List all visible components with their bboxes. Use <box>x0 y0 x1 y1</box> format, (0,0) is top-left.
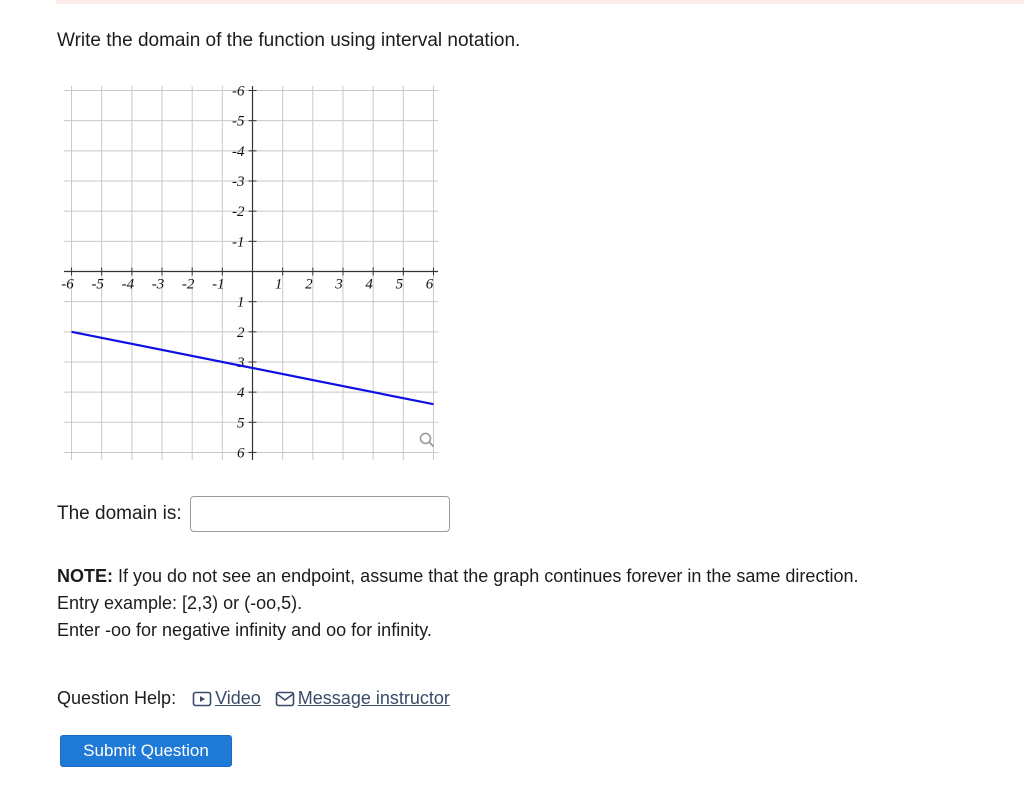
magnifier-icon[interactable] <box>420 433 433 446</box>
video-link-label: Video <box>215 688 261 708</box>
y-tick-label: 2 <box>237 324 245 341</box>
note-block <box>57 563 917 644</box>
x-tick-label: -1 <box>212 276 225 293</box>
x-tick-label: 6 <box>425 276 434 293</box>
y-tick-label: 1 <box>237 294 245 311</box>
note-label: NOTE: <box>57 566 113 586</box>
y-tick-label: -5 <box>232 113 245 130</box>
domain-input[interactable] <box>190 496 450 532</box>
y-tick-label: 6 <box>237 445 245 462</box>
domain-row <box>57 494 450 534</box>
question-help-label: Question Help: <box>57 688 177 708</box>
x-tick-label: 2 <box>305 276 313 293</box>
x-tick-label: 1 <box>274 276 283 293</box>
question-help <box>57 688 450 709</box>
y-tick-label: -4 <box>232 143 245 160</box>
y-tick-label: 4 <box>237 385 245 402</box>
message-instructor-link[interactable] <box>275 688 450 709</box>
x-tick-label: -2 <box>181 276 195 293</box>
note-body: If you do not see an endpoint, assume that the graph continues forever in the same direction. <box>113 566 859 586</box>
x-tick-label: 5 <box>395 276 404 293</box>
x-tick-label: -3 <box>151 276 165 293</box>
x-tick-label: 3 <box>335 276 343 293</box>
top-accent-rule <box>56 0 1024 4</box>
x-tick-label: -5 <box>91 276 104 293</box>
y-tick-label: -2 <box>232 204 245 221</box>
entry-example: Entry example: [2,3) or (-oo,5). <box>57 593 303 613</box>
y-tick-label: 5 <box>237 415 245 432</box>
x-tick-label: -6 <box>61 276 74 293</box>
y-tick-label: -3 <box>232 174 245 191</box>
video-play-icon <box>192 691 212 707</box>
video-link[interactable] <box>192 688 261 709</box>
y-tick-label: -6 <box>232 83 245 100</box>
infinity-hint: Enter -oo for negative infinity and oo for infinity. <box>57 620 432 640</box>
y-tick-label: -1 <box>232 234 245 251</box>
y-tick-label: 3 <box>237 354 245 371</box>
x-tick-label: -4 <box>121 276 135 293</box>
submit-question-button[interactable]: Submit Question <box>60 735 232 767</box>
note-text <box>57 563 917 590</box>
message-instructor-label: Message instructor <box>297 688 450 708</box>
graph-canvas <box>56 78 446 468</box>
x-tick-label: 4 <box>365 276 373 293</box>
domain-label: The domain is: <box>57 503 182 524</box>
envelope-icon <box>275 691 295 707</box>
coordinate-graph <box>56 78 446 468</box>
question-prompt: Write the domain of the function using interval notation. <box>57 30 521 51</box>
